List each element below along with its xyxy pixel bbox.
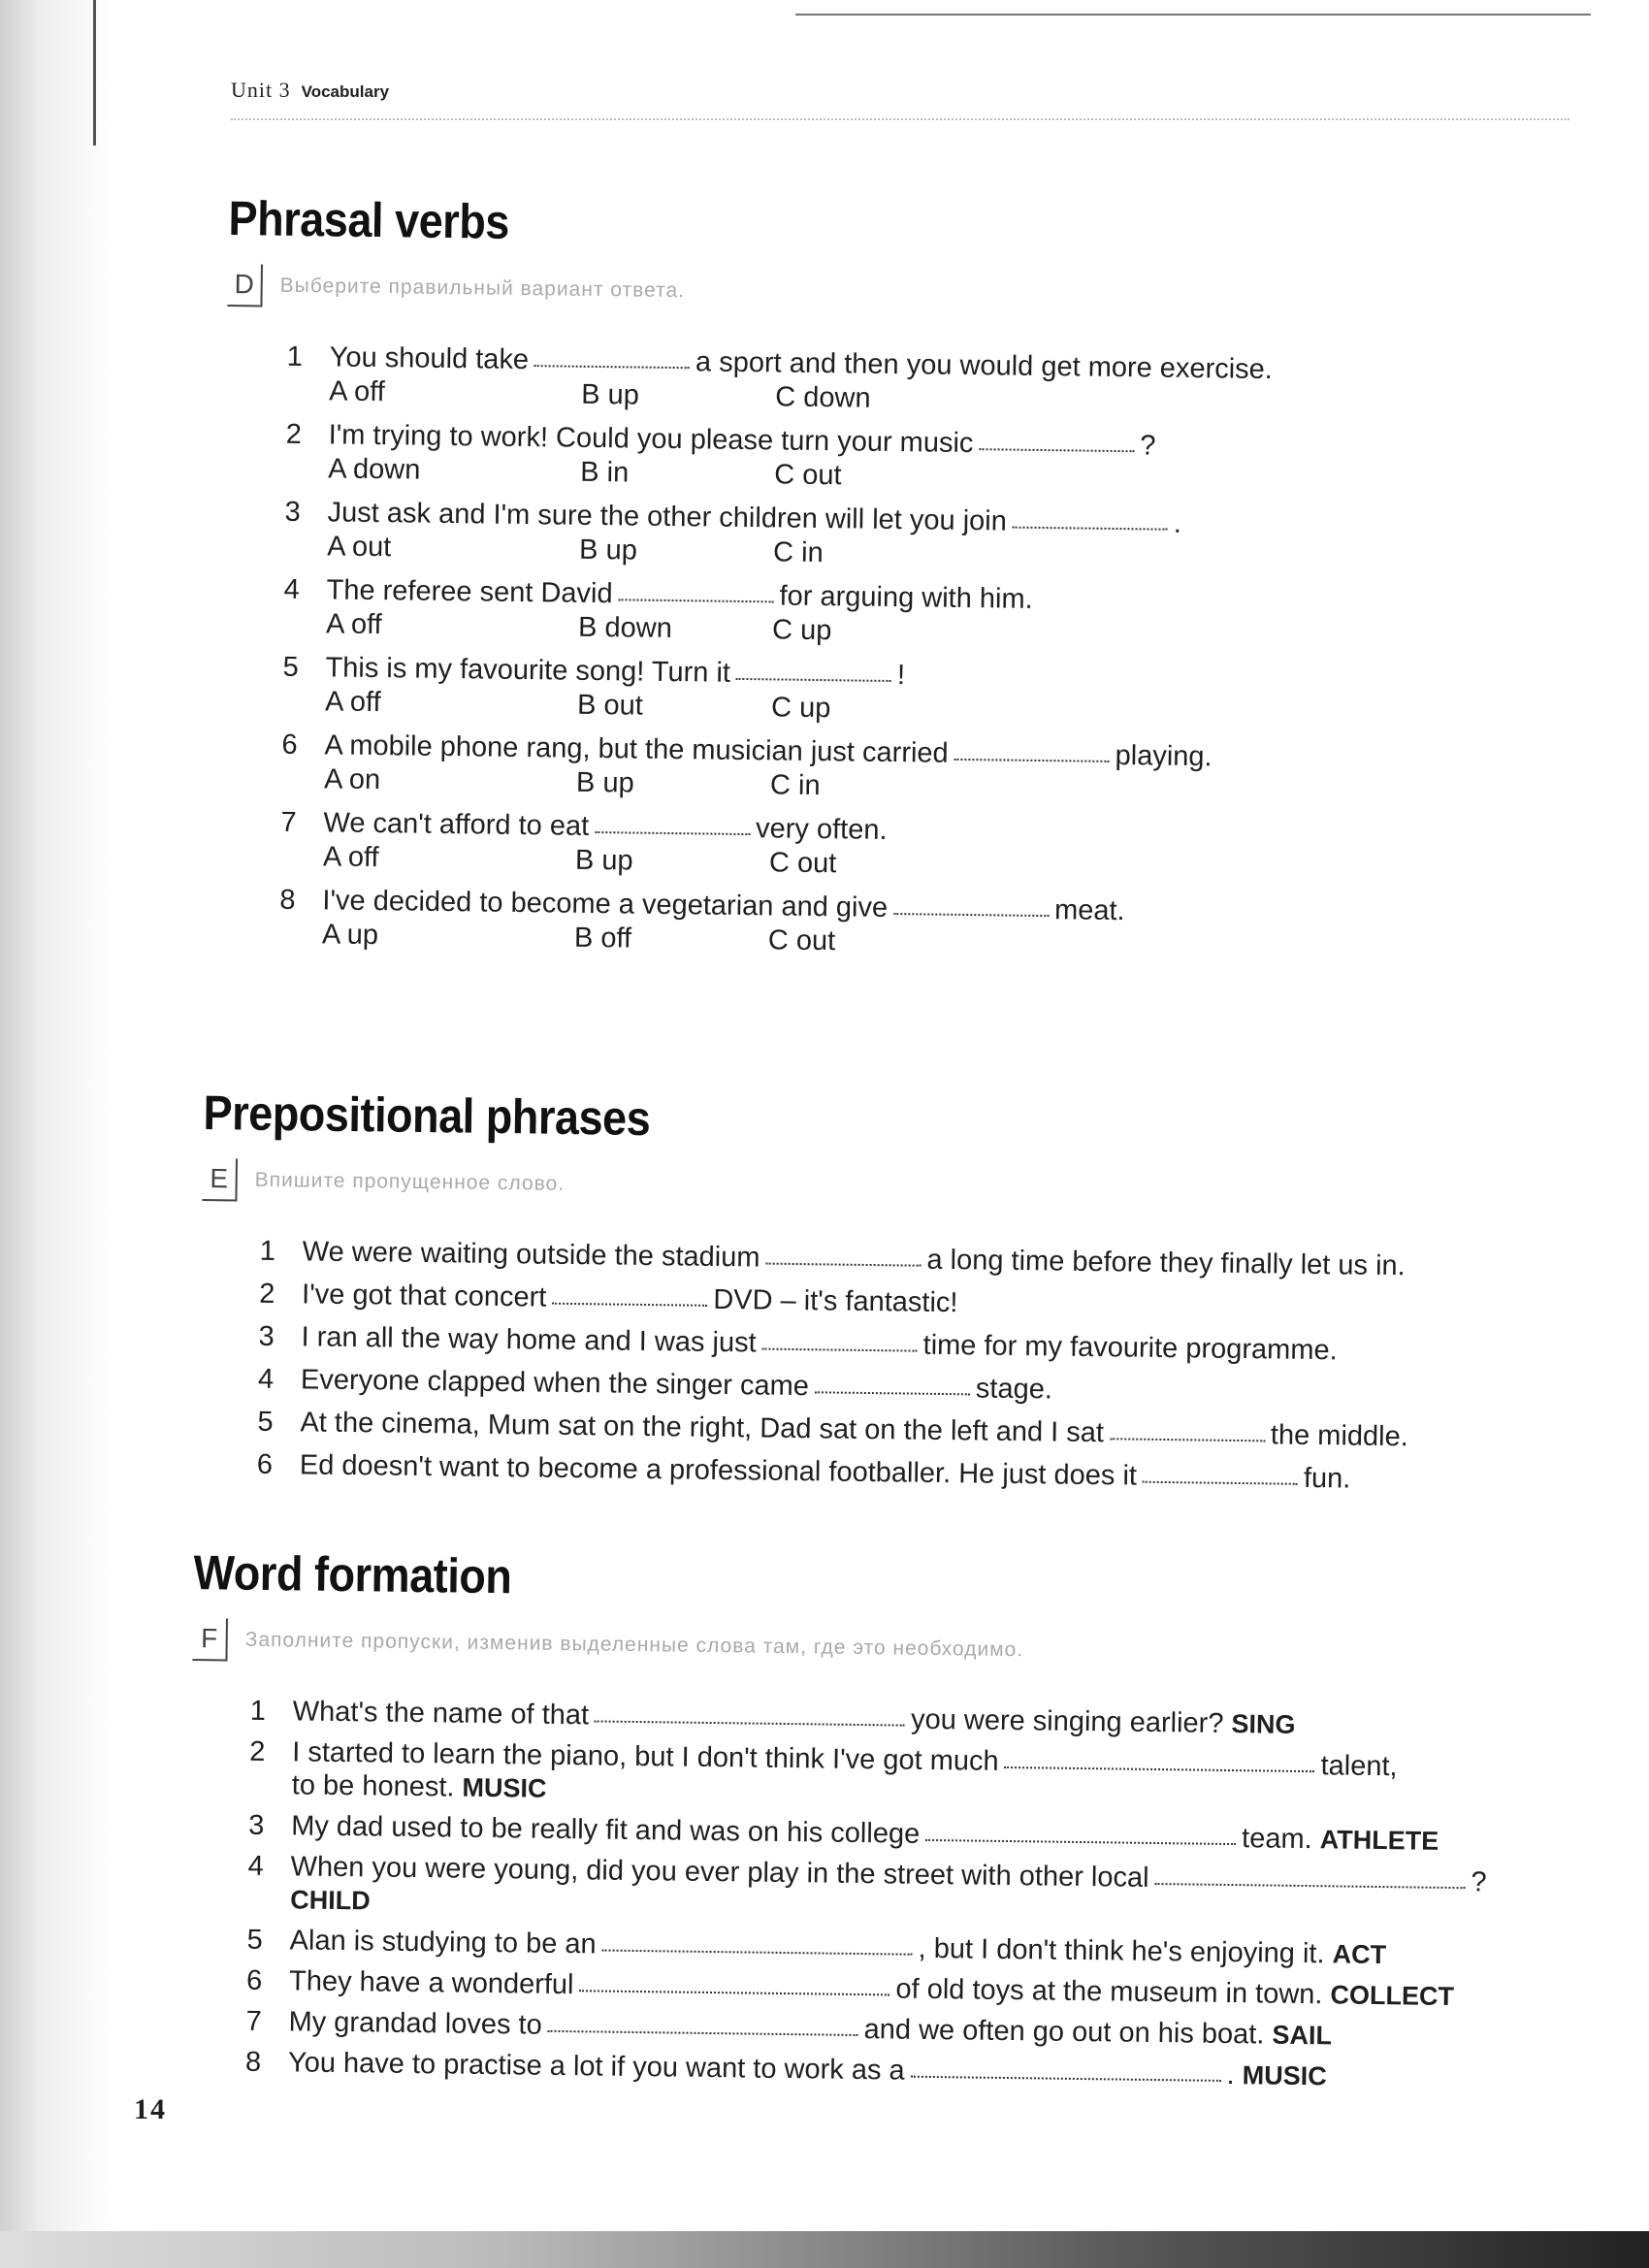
question-text-before: A mobile phone rang, but the musician just carried bbox=[324, 729, 949, 769]
instruction-text: Выберите правильный вариант ответа. bbox=[279, 274, 686, 303]
question-text-before: I'm trying to work! Could you please turn your music bbox=[328, 419, 974, 460]
page-header bbox=[231, 78, 389, 103]
question-text-after: a sport and then you would get more exercise. bbox=[695, 346, 1274, 386]
word-formation-item-list bbox=[187, 1694, 1550, 2095]
question-item bbox=[258, 1363, 1461, 1411]
option-b[interactable]: B off bbox=[573, 922, 632, 955]
question-text-line2: to be honest. bbox=[291, 1769, 455, 1803]
option-c[interactable]: C out bbox=[768, 847, 837, 880]
item-number: 3 bbox=[248, 1809, 265, 1841]
question-text-after: , but I don't think he's enjoying it. bbox=[918, 1932, 1325, 1970]
section-title: Word formation bbox=[193, 1544, 512, 1604]
item-number: 6 bbox=[281, 729, 298, 761]
question-text-before: Ed doesn't want to become a professional footballer. He just does it bbox=[299, 1449, 1138, 1492]
answer-blank[interactable] bbox=[1143, 1481, 1298, 1485]
question-text-after: DVD – it's fantastic! bbox=[713, 1283, 958, 1319]
question-text-before: I've decided to become a vegetarian and give bbox=[322, 885, 889, 923]
option-b[interactable]: B up bbox=[581, 378, 640, 411]
question-text-before: We were waiting outside the stadium bbox=[302, 1236, 760, 1274]
item-number: 3 bbox=[284, 496, 302, 528]
question-text-before: Alan is studying to be an bbox=[289, 1925, 597, 1960]
question-item bbox=[257, 1448, 1460, 1497]
question-text-after: ! bbox=[896, 660, 906, 692]
option-b[interactable]: B out bbox=[576, 689, 644, 722]
option-a[interactable]: A out bbox=[326, 531, 392, 564]
key-word: ACT bbox=[1332, 1939, 1387, 1970]
section-title: Prepositional phrases bbox=[203, 1085, 651, 1147]
question-text-before: What's the name of that bbox=[292, 1696, 590, 1732]
top-rule bbox=[795, 14, 1591, 16]
item-number: 8 bbox=[279, 884, 296, 916]
answer-blank[interactable] bbox=[602, 1950, 913, 1956]
item-number: 7 bbox=[245, 2005, 262, 2037]
question-text-after: you were singing earlier? bbox=[910, 1703, 1224, 1739]
phrasal-item-list bbox=[219, 340, 1391, 966]
key-word: MUSIC bbox=[1242, 2060, 1327, 2091]
answer-blank[interactable] bbox=[595, 831, 750, 835]
phrasal-verbs-section bbox=[219, 190, 1393, 976]
option-b[interactable]: B up bbox=[575, 766, 634, 799]
answer-blank[interactable] bbox=[1013, 527, 1168, 531]
question-text-before: You should take bbox=[329, 341, 530, 376]
item-number: 2 bbox=[285, 418, 303, 450]
option-b[interactable]: B in bbox=[580, 456, 630, 489]
exercise-instruction bbox=[202, 1158, 1463, 1217]
answer-blank[interactable] bbox=[1154, 1883, 1465, 1889]
option-a[interactable]: A off bbox=[324, 686, 381, 719]
question-text-before: Just ask and I'm sure the other children will let you join bbox=[327, 497, 1008, 537]
exercise-instruction bbox=[192, 1618, 1550, 1678]
option-b[interactable]: B up bbox=[578, 534, 638, 567]
question-item bbox=[247, 1850, 1548, 1933]
question-text-after: time for my favourite programme. bbox=[922, 1329, 1338, 1367]
question-text-after: . bbox=[1226, 2058, 1235, 2091]
key-word: SAIL bbox=[1272, 2020, 1333, 2051]
option-a[interactable]: A down bbox=[328, 453, 421, 486]
key-word: COLLECT bbox=[1330, 1980, 1455, 2012]
question-item bbox=[259, 1278, 1462, 1326]
option-c[interactable]: C up bbox=[771, 614, 832, 647]
item-number: 1 bbox=[259, 1235, 276, 1267]
answer-blank[interactable] bbox=[911, 2076, 1221, 2082]
item-number: 5 bbox=[246, 1924, 264, 1956]
item-number: 7 bbox=[280, 806, 297, 838]
item-number: 4 bbox=[283, 573, 300, 605]
question-text-before: My grandad loves to bbox=[288, 2006, 542, 2041]
item-number: 8 bbox=[244, 2046, 262, 2078]
question-text-before: I ran all the way home and I was just bbox=[301, 1321, 757, 1359]
option-a[interactable]: A on bbox=[323, 763, 381, 796]
word-formation-section bbox=[187, 1544, 1552, 2103]
option-c[interactable]: C out bbox=[767, 924, 836, 957]
question-text-after: . bbox=[1173, 507, 1182, 539]
question-text-before: We can't afford to eat bbox=[323, 807, 590, 842]
option-c[interactable]: C in bbox=[772, 536, 824, 569]
key-word: CHILD bbox=[290, 1885, 371, 1916]
key-word: MUSIC bbox=[462, 1772, 547, 1803]
option-b[interactable]: B down bbox=[577, 611, 673, 645]
item-number: 2 bbox=[258, 1278, 275, 1310]
question-text-before: At the cinema, Mum sat on the right, Dad sat on the left and I sat bbox=[300, 1407, 1105, 1449]
question-text-before: The referee sent David bbox=[326, 574, 613, 610]
answer-blank[interactable] bbox=[979, 448, 1134, 452]
item-number: 4 bbox=[247, 1850, 265, 1882]
question-text-after: fun. bbox=[1303, 1462, 1351, 1495]
exercise-letter: F bbox=[192, 1618, 228, 1661]
header-rule bbox=[231, 118, 1569, 120]
option-a[interactable]: A off bbox=[325, 608, 382, 641]
item-number: 5 bbox=[282, 651, 299, 683]
key-word: ATHLETE bbox=[1319, 1825, 1439, 1856]
item-number: 6 bbox=[256, 1448, 274, 1480]
answer-blank[interactable] bbox=[736, 678, 891, 682]
question-text-after: playing. bbox=[1115, 740, 1212, 773]
answer-blank[interactable] bbox=[618, 599, 773, 602]
question-item bbox=[245, 2046, 1545, 2096]
answer-blank[interactable] bbox=[1005, 1766, 1315, 1772]
page-number: 14 bbox=[134, 2093, 167, 2125]
instruction-text: Заполните пропуски, изменив выделенные слова там, где это необходимо. bbox=[244, 1628, 1024, 1662]
answer-blank[interactable] bbox=[552, 1303, 707, 1307]
question-text-before: This is my favourite song! Turn it bbox=[325, 652, 731, 689]
question-text-after: a long time before they finally let us in. bbox=[926, 1244, 1406, 1282]
answer-blank[interactable] bbox=[534, 365, 690, 369]
answer-blank[interactable] bbox=[815, 1391, 970, 1395]
question-text-before: My dad used to be really fit and was on his college bbox=[290, 1810, 921, 1850]
answer-blank[interactable] bbox=[579, 1990, 889, 1995]
option-c[interactable]: C up bbox=[770, 692, 831, 725]
answer-blank[interactable] bbox=[925, 1839, 1236, 1845]
question-text-after: team. bbox=[1241, 1823, 1312, 1856]
key-word: SING bbox=[1231, 1709, 1296, 1739]
item-number: 3 bbox=[258, 1320, 275, 1352]
option-a[interactable]: A off bbox=[322, 841, 379, 874]
option-c[interactable]: C out bbox=[773, 459, 842, 492]
question-item bbox=[249, 1735, 1550, 1819]
question-text-after: for arguing with him. bbox=[779, 580, 1033, 615]
item-number: 2 bbox=[248, 1735, 266, 1767]
answer-blank[interactable] bbox=[954, 759, 1110, 762]
option-b[interactable]: B up bbox=[574, 844, 633, 877]
question-text-after: the middle. bbox=[1270, 1419, 1408, 1453]
question-text-after: stage. bbox=[975, 1373, 1053, 1406]
unit-label: Unit 3 bbox=[231, 78, 291, 102]
question-text-after: meat. bbox=[1053, 894, 1125, 927]
exercise-letter: E bbox=[202, 1158, 238, 1201]
question-text-before: You have to practise a lot if you want to work as a bbox=[287, 2047, 905, 2087]
answer-blank[interactable] bbox=[595, 1720, 905, 1726]
question-text-after: very often. bbox=[755, 813, 888, 846]
section-title: Phrasal verbs bbox=[228, 190, 510, 249]
question-text-after: and we often go out on his boat. bbox=[863, 2014, 1265, 2051]
question-text-before: When you were young, did you ever play in the street with other local bbox=[290, 1851, 1149, 1894]
question-text-after: talent, bbox=[1320, 1750, 1398, 1783]
question-item bbox=[257, 1406, 1460, 1454]
option-a[interactable]: A off bbox=[329, 375, 386, 408]
question-text-before: I started to learn the piano, but I don't think I've got much bbox=[291, 1736, 999, 1777]
exercise-instruction bbox=[227, 264, 1391, 322]
answer-blank[interactable] bbox=[762, 1348, 918, 1352]
answer-blank[interactable] bbox=[1110, 1438, 1265, 1442]
option-c[interactable]: C in bbox=[769, 769, 821, 802]
question-text-before: Everyone clapped when the singer came bbox=[300, 1364, 810, 1403]
exercise-letter: D bbox=[227, 264, 263, 307]
question-item bbox=[260, 1235, 1463, 1283]
option-c[interactable]: C down bbox=[775, 381, 871, 414]
book-spine-shadow bbox=[0, 0, 116, 2268]
option-a[interactable]: A up bbox=[321, 919, 379, 952]
question-text-before: They have a wonderful bbox=[288, 1965, 574, 2001]
instruction-text: Впишите пропущенное слово. bbox=[254, 1168, 566, 1195]
section-label: Vocabulary bbox=[301, 82, 390, 101]
spine-edge bbox=[93, 0, 96, 146]
prepositional-item-list bbox=[199, 1234, 1463, 1497]
question-text-after: ? bbox=[1471, 1866, 1487, 1898]
item-number: 4 bbox=[257, 1363, 275, 1395]
item-number: 5 bbox=[257, 1406, 274, 1438]
question-text-after: ? bbox=[1140, 430, 1156, 462]
bottom-scan-band bbox=[0, 2231, 1649, 2268]
answer-blank[interactable] bbox=[765, 1263, 921, 1267]
item-number: 1 bbox=[286, 340, 304, 373]
prepositional-section bbox=[199, 1085, 1465, 1507]
answer-blank[interactable] bbox=[548, 2030, 858, 2036]
question-item bbox=[258, 1320, 1461, 1369]
question-text-after: of old toys at the museum in town. bbox=[895, 1973, 1323, 2011]
item-number: 6 bbox=[245, 1964, 263, 1996]
item-number: 1 bbox=[249, 1695, 267, 1727]
question-text-before: I've got that concert bbox=[301, 1279, 547, 1313]
answer-blank[interactable] bbox=[893, 913, 1049, 917]
